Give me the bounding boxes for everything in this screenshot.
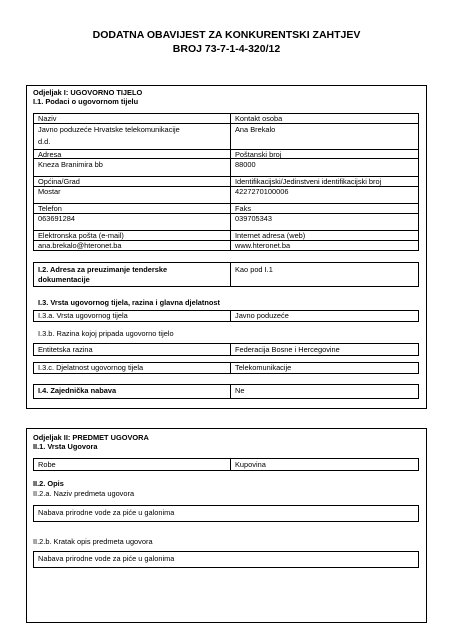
ii2b-value: Nabava prirodne vode za piće u galonima: [38, 554, 175, 563]
postanski-value: 88000: [235, 160, 256, 169]
i4-label: I.4. Zajednička nabava: [38, 386, 117, 395]
i3a-divider: [230, 310, 231, 322]
document-title-line1: DODATNA OBAVIJEST ZA KONKURENTSKI ZAHTJEV: [92, 29, 361, 41]
i2-label-2: dokumentacije: [38, 275, 90, 284]
contract-type-box: [33, 458, 419, 471]
adresa-label: Adresa: [38, 150, 62, 159]
i3c-divider: [230, 362, 231, 374]
contract-type-left: Robe: [38, 460, 56, 469]
naziv-label: Naziv: [38, 114, 57, 123]
ii2a-label: II.2.a. Naziv predmeta ugovora: [33, 489, 135, 498]
section1-sub1: I.1. Podaci o ugovornom tijelu: [33, 97, 139, 106]
ii2a-value: Nabava prirodne vode za piće u galonima: [38, 508, 175, 517]
row-line: [33, 203, 419, 204]
naziv-value-line2: d.d.: [38, 137, 51, 146]
opcina-value: Mostar: [38, 187, 61, 196]
ii2-heading: II.2. Opis: [33, 479, 64, 488]
i3a-label: I.3.a. Vrsta ugovornog tijela: [38, 311, 128, 320]
naziv-value: Javno poduzeće Hrvatske telekomunikacije: [38, 125, 180, 134]
row-line: [33, 158, 419, 159]
postanski-label: Poštanski broj: [235, 150, 282, 159]
id-broj-label: Identifikacijski/Jedinstveni identifikacijski broj: [235, 177, 382, 186]
ii2b-label: II.2.b. Kratak opis predmeta ugovora: [33, 537, 153, 546]
email-label: Elektronska pošta (e-mail): [38, 231, 124, 240]
i3a-value: Javno poduzeće: [235, 311, 289, 320]
opcina-label: Općina/Grad: [38, 177, 80, 186]
i3c-value: Telekomunikacije: [235, 363, 292, 372]
entity-divider: [230, 343, 231, 356]
ii1-heading: II.1. Vrsta Ugovora: [33, 442, 98, 451]
document-title-line2: BROJ 73-7-1-4-320/12: [172, 43, 281, 55]
email-value: ana.brekalo@hteronet.ba: [38, 241, 122, 250]
telefon-label: Telefon: [38, 204, 62, 213]
contract-type-divider: [230, 458, 231, 471]
telefon-value: 063691284: [38, 214, 75, 223]
web-value: www.hteronet.ba: [235, 241, 291, 250]
i2-label-1: I.2. Adresa za preuzimanje tenderske: [38, 265, 168, 274]
kontakt-label: Kontakt osoba: [235, 114, 283, 123]
i4-divider: [230, 384, 231, 399]
i4-value: Ne: [235, 386, 245, 395]
kontakt-value: Ana Brekalo: [235, 125, 276, 134]
row-line: [33, 123, 419, 124]
entity-label: Entitetska razina: [38, 345, 93, 354]
i3b-label: I.3.b. Razina kojoj pripada ugovorno tijelo: [38, 329, 174, 338]
i2-value: Kao pod I.1: [235, 265, 273, 274]
row-line: [33, 186, 419, 187]
i3c-label: I.3.c. Djelatnost ugovornog tijela: [38, 363, 144, 372]
row-line: [33, 213, 419, 214]
faks-value: 039705343: [235, 214, 272, 223]
web-label: Internet adresa (web): [235, 231, 306, 240]
i2-divider: [230, 262, 231, 287]
row-line: [33, 149, 419, 150]
section2-heading: Odjeljak II: PREDMET UGOVORA: [33, 433, 149, 442]
id-broj-value: 4227270100006: [235, 187, 289, 196]
adresa-value: Kneza Branimira bb: [38, 160, 103, 169]
faks-label: Faks: [235, 204, 252, 213]
section1-heading: Odjeljak I: UGOVORNO TIJELO: [33, 88, 143, 97]
contract-type-right: Kupovina: [235, 460, 266, 469]
i3-heading: I.3. Vrsta ugovornog tijela, razina i glavna djelatnost: [38, 298, 220, 307]
entity-value: Federacija Bosne i Hercegovine: [235, 345, 340, 354]
